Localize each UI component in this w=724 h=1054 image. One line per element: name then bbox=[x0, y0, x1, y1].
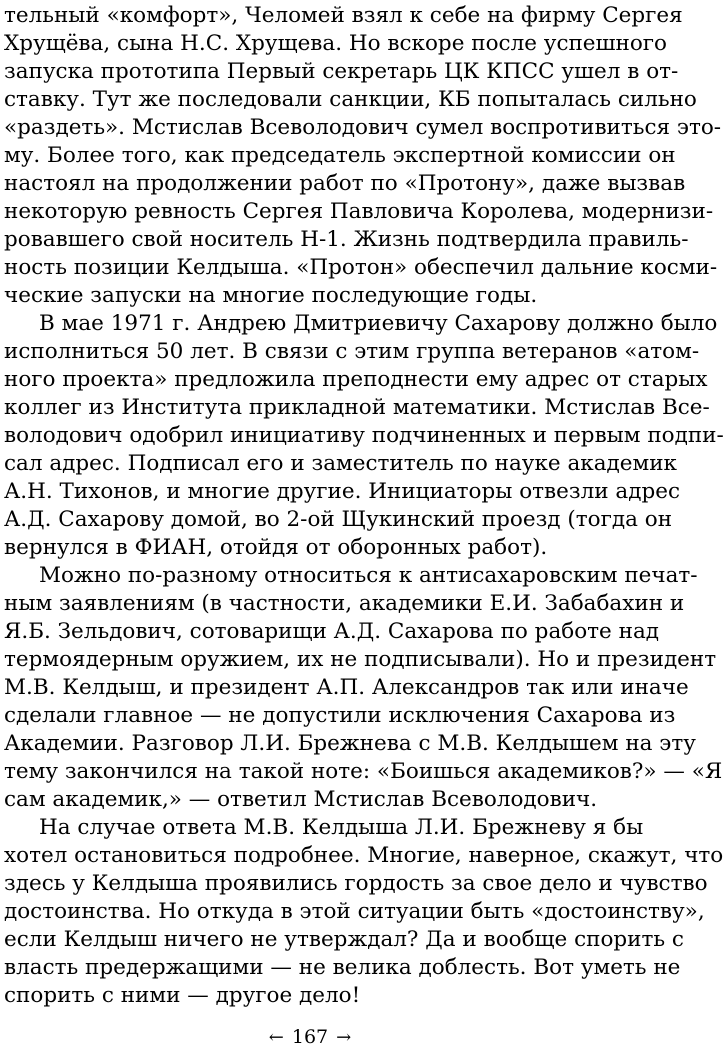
text-line: ным заявлениям (в частности, академики Е.И. Забабахин и bbox=[4, 591, 685, 616]
paragraph-first-line: На случае ответа М.В. Келдыша Л.И. Брежневу я бы bbox=[39, 815, 644, 840]
text-line: володович одобрил инициативу подчиненных и первым подпи- bbox=[4, 423, 724, 448]
text-line: некоторую ревность Сергея Павловича Королева, модернизи- bbox=[4, 199, 714, 224]
text-line: ного проекта» предложила преподнести ему адрес от старых bbox=[4, 367, 708, 392]
text-line: А.Н. Тихонов, и многие другие. Инициаторы отвезли адрес bbox=[4, 479, 681, 504]
text-line: если Келдыш ничего не утверждал? Да и вообще спорить с bbox=[4, 927, 684, 952]
page-number: 167 bbox=[291, 1026, 329, 1048]
arrow-right-icon: → bbox=[336, 1027, 352, 1048]
text-line: сал адрес. Подписал его и заместитель по науке академик bbox=[4, 451, 677, 476]
paragraph-first-line: В мае 1971 г. Андрею Дмитриевичу Сахарову должно было bbox=[39, 311, 718, 336]
arrow-left-icon: ← bbox=[268, 1027, 284, 1048]
text-line: тельный «комфорт», Челомей взял к себе на фирму Сергея bbox=[4, 3, 683, 28]
text-line: ровавшего свой носитель Н-1. Жизнь подтвердила правиль- bbox=[4, 227, 689, 252]
page-footer bbox=[0, 1024, 620, 1050]
text-line: Хрущёва, сына Н.С. Хрущева. Но вскоре после успешного bbox=[4, 31, 668, 56]
text-line: М.В. Келдыш, и президент А.П. Александров так или иначе bbox=[4, 675, 689, 700]
text-line: здесь у Келдыша проявились гордость за свое дело и чувство bbox=[4, 871, 708, 896]
text-line: термоядерным оружием, их не подписывали). Но и президент bbox=[4, 647, 717, 672]
text-line: исполниться 50 лет. В связи с этим группа ветеранов «атом- bbox=[4, 339, 700, 364]
paragraph-first-line: Можно по-разному относиться к антисахаровским печат- bbox=[39, 563, 698, 588]
text-line: спорить с ними — другое дело! bbox=[4, 983, 361, 1008]
text-line: му. Более того, как председатель экспертной комиссии он bbox=[4, 143, 676, 168]
text-line: запуска прототипа Первый секретарь ЦК КПСС ушел в от- bbox=[4, 59, 679, 84]
text-line: ность позиции Келдыша. «Протон» обеспечил дальние косми- bbox=[4, 255, 718, 280]
text-line: Я.Б. Зельдович, сотоварищи А.Д. Сахарова по работе над bbox=[4, 619, 659, 644]
text-line: коллег из Института прикладной математики. Мстислав Все- bbox=[4, 395, 710, 420]
text-line: А.Д. Сахарову домой, во 2-ой Щукинский проезд (тогда он bbox=[4, 507, 673, 532]
text-line: Академии. Разговор Л.И. Брежнева с М.В. Келдышем на эту bbox=[4, 731, 696, 756]
text-line: достоинства. Но откуда в этой ситуации быть «достоинству», bbox=[4, 899, 705, 924]
text-line: настоял на продолжении работ по «Протону», даже вызвав bbox=[4, 171, 686, 196]
text-line: власть предержащими — не велика доблесть. Вот уметь не bbox=[4, 955, 681, 980]
text-line: тему закончился на такой ноте: «Боишься академиков?» — «Я bbox=[4, 759, 723, 784]
text-line: сам академик,» — ответил Мстислав Всеволодович. bbox=[4, 787, 598, 812]
text-line: вернулся в ФИАН, отойдя от оборонных работ). bbox=[4, 535, 548, 560]
text-line: сделали главное — не допустили исключения Сахарова из bbox=[4, 703, 676, 728]
text-line: ставку. Тут же последовали санкции, КБ попыталась сильно bbox=[4, 87, 697, 112]
text-line: хотел остановиться подробнее. Многие, наверное, скажут, что bbox=[4, 843, 724, 868]
text-line: «раздеть». Мстислав Всеволодович сумел воспротивиться это- bbox=[4, 115, 722, 140]
text-line: ческие запуски на многие последующие годы. bbox=[4, 283, 538, 308]
